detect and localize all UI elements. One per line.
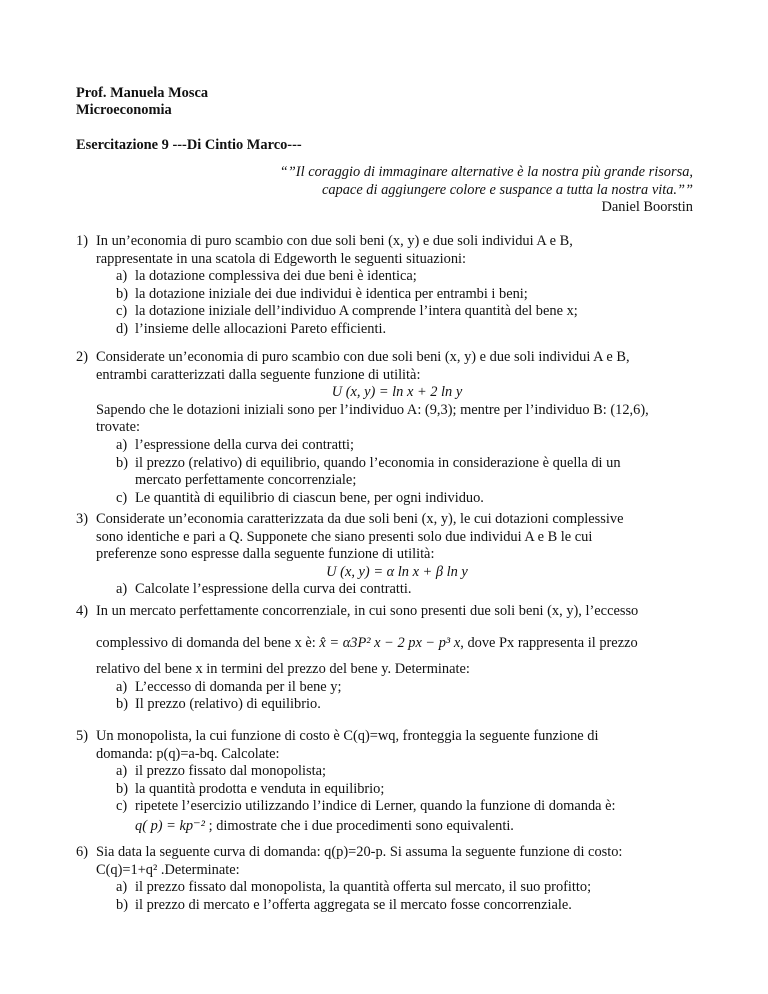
exercise-item: b) il prezzo di mercato e l’offerta aggregata se il mercato fosse concorrenziale. — [116, 896, 572, 913]
exercise-item: b) il prezzo (relativo) di equilibrio, quando l’economia in considerazione è quella di un — [116, 454, 621, 471]
exercise-item: b) la quantità prodotta e venduta in equilibrio; — [116, 780, 385, 797]
exercise-item: c) Le quantità di equilibrio di ciascun bene, per ogni individuo. — [116, 489, 484, 506]
exercise-item: c) ripetete l’esercizio utilizzando l’indice di Lerner, quando la funzione di domanda è: — [116, 798, 616, 815]
exercise-1 — [76, 233, 706, 339]
exercise-item: a) L’eccesso di domanda per il bene y; — [116, 678, 342, 695]
exercise-text: In un’economia di puro scambio con due soli beni (x, y) e due soli individui A e B, — [96, 233, 573, 249]
exercise-number: 3) — [76, 511, 88, 527]
exercise-text: preferenze sono espresse dalla seguente funzione di utilità: — [96, 546, 435, 563]
exercise-item: a) il prezzo fissato dal monopolista; — [116, 763, 327, 780]
exercise-text: In un mercato perfettamente concorrenziale, in cui sono presenti due soli beni (x, y), l’eccesso — [96, 603, 639, 619]
utility-function-formula: U (x, y) = ln x + 2 ln y — [331, 384, 463, 401]
quote-line-1: “”Il coraggio di immaginare alternative è la nostra più grande risorsa, — [279, 164, 693, 180]
exercise-text: C(q)=1+q² .Determinate: — [96, 861, 240, 878]
exercise-number: 6) — [76, 844, 88, 860]
exercise-item: b) Il prezzo (relativo) di equilibrio. — [116, 696, 321, 713]
utility-function-formula: U (x, y) = α ln x + β ln y — [326, 563, 468, 580]
exercise-text-with-formula: complessivo di domanda del bene x è: x̂ = α3P² x − 2 px − p³ x, dove Px rappresenta il prezzo — [96, 634, 638, 651]
exercise-item: b) la dotazione iniziale dei due individui è identica per entrambi i beni; — [116, 285, 528, 302]
exercise-text: relativo del bene x in termini del prezzo del bene y. Determinate: — [96, 661, 470, 678]
exercise-text: Sia data la seguente curva di domanda: q(p)=20-p. Si assuma la seguente funzione di costo: — [96, 844, 623, 860]
demand-function-formula: q( p) = kp⁻² — [135, 817, 205, 834]
exercise-4 — [76, 603, 706, 714]
exercise-text: Considerate un’economia di puro scambio con due soli beni (x, y) e due soli individui A e B, — [96, 349, 630, 365]
exercise-item: c) la dotazione iniziale dell’individuo A comprende l’intera quantità del bene x; — [116, 303, 578, 320]
exercise-text: domanda: p(q)=a-bq. Calcolate: — [96, 745, 280, 762]
exercise-item-continuation: mercato perfettamente concorrenziale; — [135, 472, 357, 489]
exercise-item: d) l’insieme delle allocazioni Pareto efficienti. — [116, 320, 387, 337]
exercise-item: a) Calcolate l’espressione della curva dei contratti. — [116, 581, 412, 598]
document-header — [76, 85, 208, 119]
exercise-item: a) il prezzo fissato dal monopolista, la quantità offerta sul mercato, il suo profitto; — [116, 879, 592, 896]
exercise-item: a) la dotazione complessiva dei due beni è identica; — [116, 268, 417, 285]
exercise-sheet-title: Esercitazione 9 ---Di Cintio Marco--- — [76, 137, 302, 153]
exercise-text: trovate: — [96, 419, 140, 436]
exercise-number: 4) — [76, 603, 88, 619]
exercise-number: 2) — [76, 349, 88, 365]
exercise-number: 1) — [76, 233, 88, 249]
exercise-text: Un monopolista, la cui funzione di costo è C(q)=wq, fronteggia la seguente funzione di — [96, 728, 599, 744]
epigraph-quote — [200, 164, 693, 217]
author-name: Prof. Manuela Mosca — [76, 85, 209, 101]
quote-line-2: capace di aggiungere colore e suspance a tutta la nostra vita.”” — [321, 181, 693, 198]
exercise-3 — [76, 511, 706, 599]
exercise-item-continuation: q( p) = kp⁻² ; dimostrate che i due procedimenti sono equivalenti. — [135, 817, 514, 834]
course-name: Microeconomia — [76, 102, 172, 118]
exercise-6 — [76, 844, 706, 914]
exercise-text: Sapendo che le dotazioni iniziali sono per l’individuo A: (9,3); mentre per l’individuo B: (12,6), — [96, 401, 649, 418]
exercise-text: sono identiche e pari a Q. Supponete che siano presenti solo due individui A e B le cui — [96, 528, 593, 545]
exercise-text: rappresentate in una scatola di Edgeworth le seguenti situazioni: — [96, 250, 467, 267]
exercise-2 — [76, 349, 706, 507]
excess-demand-formula: x̂ = α3P² x − 2 px − p³ x — [319, 634, 461, 651]
exercise-5 — [76, 728, 706, 836]
exercise-text: Considerate un’economia caratterizzata da due soli beni (x, y), le cui dotazioni complessive — [96, 511, 624, 527]
quote-author: Daniel Boorstin — [601, 199, 693, 216]
exercise-text: entrambi caratterizzati dalla seguente funzione di utilità: — [96, 366, 421, 383]
exercise-item: a) l’espressione della curva dei contratti; — [116, 436, 354, 453]
exercise-number: 5) — [76, 728, 88, 744]
